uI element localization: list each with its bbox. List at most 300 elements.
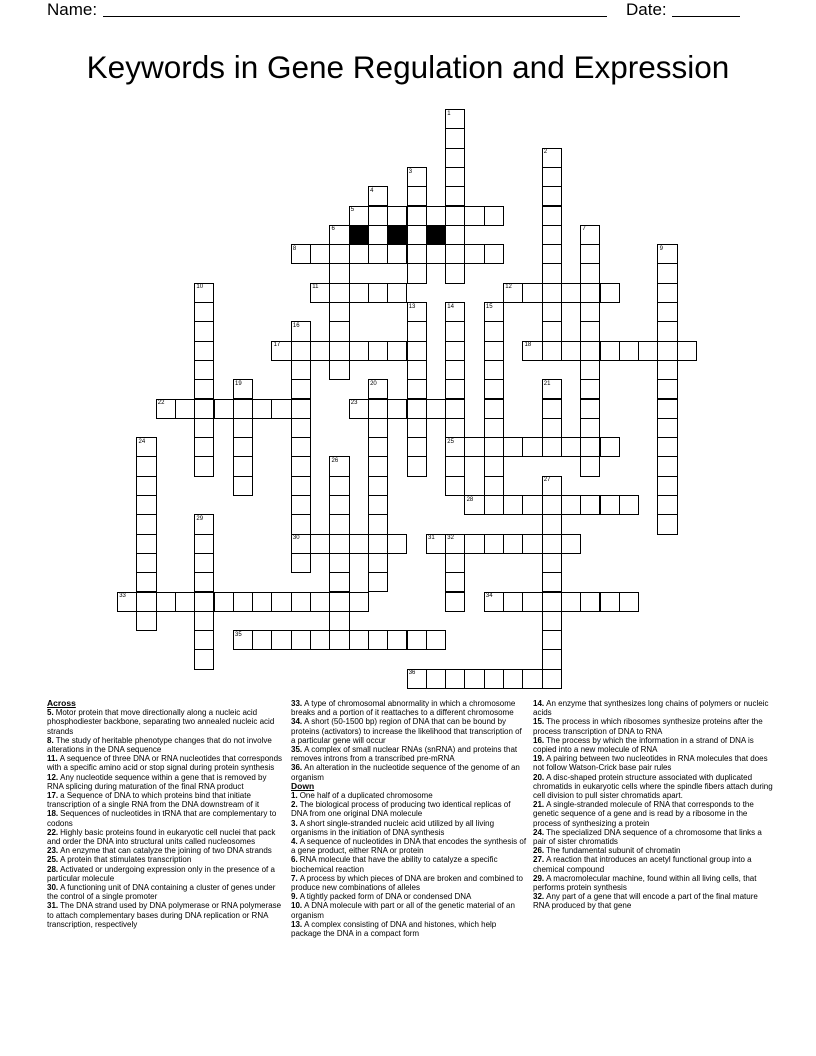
grid-cell xyxy=(194,553,214,573)
across-clue xyxy=(291,717,528,745)
across-clue xyxy=(47,708,284,736)
grid-cell xyxy=(368,572,388,592)
grid-cell xyxy=(445,476,465,496)
down-clue xyxy=(533,828,773,846)
across-clue xyxy=(47,809,284,827)
clue-number: 28 . xyxy=(47,865,58,874)
down-clue xyxy=(291,819,528,837)
cell-number: 25 xyxy=(447,438,454,445)
grid-cell xyxy=(271,399,291,419)
clue-column-3 xyxy=(533,699,773,911)
clue-text: Activated or undergoing expression only in the presence of a particular molecule xyxy=(47,864,275,883)
clue-text: A reaction that introduces an acetyl functional group into a chemical compound xyxy=(533,855,752,874)
grid-cell xyxy=(580,360,600,380)
grid-cell xyxy=(542,611,562,631)
clue-text: The process in which ribosomes synthesize proteins after the process transcription of DNA to RNA xyxy=(533,717,763,736)
cell-number: 23 xyxy=(350,400,358,407)
grid-cell xyxy=(580,263,600,283)
grid-cell xyxy=(638,341,658,361)
grid-cell xyxy=(542,341,562,361)
grid-cell xyxy=(291,379,311,399)
grid-cell xyxy=(484,437,504,457)
clue-text: The biological process of producing two identical replicas of DNA from one original DNA molecule xyxy=(291,800,511,819)
grid-cell xyxy=(580,456,600,476)
grid-cell xyxy=(445,592,465,612)
grid-cell xyxy=(329,495,349,515)
clue-number: 23 . xyxy=(47,846,58,855)
grid-cell xyxy=(484,379,504,399)
grid-cell xyxy=(310,341,330,361)
clue-number: 5 . xyxy=(47,708,54,717)
down-clue xyxy=(533,800,773,828)
clue-number: 25 . xyxy=(47,855,58,864)
clue-number: 12 . xyxy=(47,773,58,782)
clue-number: 27 . xyxy=(533,855,544,864)
clue-number: 4 . xyxy=(291,837,298,846)
grid-cell xyxy=(445,418,465,438)
clue-text: A process by which pieces of DNA are broken and combined to produce new combinations of alleles xyxy=(291,873,523,893)
grid-cell xyxy=(542,225,562,245)
across-heading: Across xyxy=(47,698,76,708)
grid-cell xyxy=(407,399,427,419)
grid-cell xyxy=(561,592,581,612)
grid-cell xyxy=(542,534,562,554)
grid-cell xyxy=(580,592,600,612)
grid-cell xyxy=(407,321,427,341)
grid-cell xyxy=(291,592,311,612)
across-clue xyxy=(47,791,284,809)
grid-cell xyxy=(445,572,465,592)
grid-cell xyxy=(194,649,214,669)
grid-cell xyxy=(484,534,504,554)
grid-cell xyxy=(445,167,465,187)
grid-cell xyxy=(542,572,562,592)
grid-cell xyxy=(542,630,562,650)
clue-text: A short single-stranded nucleic acid utilized by all living organisms in the initiation of DNA synthesis xyxy=(291,818,495,837)
down-clue xyxy=(533,699,773,717)
grid-cell xyxy=(349,244,369,264)
grid-cell xyxy=(156,592,176,612)
cell-number: 2 xyxy=(543,149,548,156)
grid-cell xyxy=(291,399,311,419)
grid-cell xyxy=(426,399,446,419)
clue-number: 16 . xyxy=(533,736,544,745)
grid-cell xyxy=(580,495,600,515)
grid-cell xyxy=(464,669,484,689)
grid-cell xyxy=(426,244,446,264)
grid-cell xyxy=(387,630,407,650)
grid-cell xyxy=(136,476,156,496)
clue-text: The process by which the information in a strand of DNA is copied into a new molecule of RNA xyxy=(533,735,754,755)
clue-text: One half of a duplicated chromosome xyxy=(299,791,433,801)
grid-cell xyxy=(329,263,349,283)
grid-cell xyxy=(387,283,407,303)
cell-number: 36 xyxy=(408,670,416,677)
grid-cell xyxy=(657,321,677,341)
clue-number: 33 . xyxy=(291,699,302,708)
clue-number: 9 . xyxy=(291,892,298,901)
across-clue xyxy=(291,763,528,781)
grid-cell xyxy=(349,534,369,554)
grid-cell xyxy=(464,437,484,457)
grid-cell xyxy=(657,379,677,399)
clue-number: 29 . xyxy=(533,874,544,883)
grid-cell xyxy=(445,148,465,168)
cell-number: 35 xyxy=(235,631,242,638)
clue-text: A complex of small nuclear RNAs (snRNA) and proteins that removes introns from a transcribed pre-mRNA xyxy=(291,745,518,764)
grid-cell xyxy=(368,476,388,496)
grid-cell xyxy=(329,321,349,341)
down-clue xyxy=(291,874,528,892)
clue-number: 19 . xyxy=(533,754,544,763)
grid-cell xyxy=(503,495,523,515)
clue-text: a Sequence of DNA to which proteins bind that initiate transcription of a single RNA from the DNA downstream of it xyxy=(47,791,260,810)
grid-cell xyxy=(657,437,677,457)
grid-cell xyxy=(445,128,465,148)
grid-cell xyxy=(580,321,600,341)
grid-cell xyxy=(407,244,427,264)
grid-cell xyxy=(542,167,562,187)
grid-cell xyxy=(368,206,388,226)
clue-text: The study of heritable phenotype changes that do not involve alterations in the DNA sequence xyxy=(47,735,272,755)
grid-cell xyxy=(291,514,311,534)
cell-number: 34 xyxy=(485,593,493,600)
grid-cell xyxy=(542,206,562,226)
grid-cell xyxy=(136,534,156,554)
grid-cell xyxy=(291,630,311,650)
down-clue xyxy=(291,892,528,901)
down-clue xyxy=(533,874,773,892)
grid-cell xyxy=(503,437,523,457)
across-clue xyxy=(47,883,284,901)
grid-cell xyxy=(522,592,542,612)
grid-cell xyxy=(542,244,562,264)
grid-cell xyxy=(484,399,504,419)
grid-cell xyxy=(368,553,388,573)
clue-text: The DNA strand used by DNA polymerase or RNA polymerase to attach complementary bases during DNA replication or RNA transcription, respectively xyxy=(47,901,282,929)
cell-number: 27 xyxy=(543,477,551,484)
grid-cell xyxy=(464,244,484,264)
grid-cell xyxy=(657,456,677,476)
across-clue xyxy=(47,736,284,754)
grid-cell xyxy=(542,669,562,689)
grid-cell xyxy=(542,321,562,341)
name-label: Name: xyxy=(47,0,98,19)
cell-number: 19 xyxy=(235,380,242,387)
cell-number: 30 xyxy=(292,535,300,542)
grid-cell xyxy=(329,630,349,650)
grid-cell xyxy=(387,534,407,554)
clue-number: 30 . xyxy=(47,883,58,892)
clue-number: 32 . xyxy=(533,892,544,901)
grid-cell xyxy=(368,341,388,361)
grid-cell xyxy=(561,495,581,515)
grid-cell xyxy=(580,399,600,419)
grid-cell xyxy=(484,669,504,689)
down-clue xyxy=(291,855,528,873)
clue-number: 7 . xyxy=(291,874,298,883)
cell-number: 12 xyxy=(505,284,512,291)
cell-number: 32 xyxy=(447,535,454,542)
grid-cell xyxy=(329,611,349,631)
clue-text: A sequence of nucleotides in DNA that encodes the synthesis of a gene product, either RNA or protein xyxy=(291,837,527,856)
grid-cell xyxy=(542,302,562,322)
grid-cell xyxy=(233,476,253,496)
clue-text: An enzyme that can catalyze the joining of two DNA strands xyxy=(60,846,272,856)
clue-text: A type of chromosomal abnormality in which a chromosome breaks and a portion of it reattaches to a different chromosome xyxy=(291,699,516,718)
grid-cell xyxy=(233,437,253,457)
grid-cell xyxy=(349,283,369,303)
clue-number: 13 . xyxy=(291,920,302,929)
grid-cell xyxy=(387,244,407,264)
clue-number: 21 . xyxy=(533,800,544,809)
across-clue xyxy=(47,828,284,846)
down-clue xyxy=(291,920,528,938)
grid-cell xyxy=(329,553,349,573)
cell-number: 33 xyxy=(119,593,126,600)
grid-cell xyxy=(329,534,349,554)
grid-cell xyxy=(136,611,156,631)
grid-cell xyxy=(291,360,311,380)
cell-number: 17 xyxy=(273,342,281,349)
cell-number: 29 xyxy=(196,515,204,522)
grid-cell xyxy=(194,321,214,341)
clue-number: 1 . xyxy=(291,791,298,800)
clue-number: 34 . xyxy=(291,717,302,726)
clue-number: 17 . xyxy=(47,791,58,800)
across-clue xyxy=(47,846,284,855)
clue-number: 35 . xyxy=(291,745,302,754)
grid-cell xyxy=(580,418,600,438)
grid-cell xyxy=(445,456,465,476)
grid-cell xyxy=(445,399,465,419)
grid-cell xyxy=(407,341,427,361)
grid-cell xyxy=(542,553,562,573)
grid-cell xyxy=(329,592,349,612)
grid-cell xyxy=(445,379,465,399)
grid-cell xyxy=(657,263,677,283)
grid-cell xyxy=(368,283,388,303)
clue-number: 2 . xyxy=(291,800,298,809)
down-clue xyxy=(533,846,773,855)
grid-cell xyxy=(522,669,542,689)
grid-cell xyxy=(580,379,600,399)
grid-cell xyxy=(445,263,465,283)
grid-cell xyxy=(368,399,388,419)
grid-cell xyxy=(484,341,504,361)
grid-cell xyxy=(136,456,156,476)
clue-text: Highly basic proteins found in eukaryotic cell nuclei that pack and order the DNA into structural units called nucleosomes xyxy=(47,827,276,847)
grid-cell xyxy=(561,341,581,361)
grid-cell xyxy=(657,476,677,496)
grid-cell xyxy=(194,611,214,631)
grid-cell xyxy=(484,456,504,476)
grid-cell xyxy=(657,341,677,361)
grid-cell xyxy=(522,534,542,554)
clue-number: 14 . xyxy=(533,699,544,708)
clue-text: An alteration in the nucleotide sequence of the genome of an organism xyxy=(291,763,520,782)
grid-cell xyxy=(600,495,620,515)
grid-cell xyxy=(522,437,542,457)
grid-cell xyxy=(407,456,427,476)
grid-cell xyxy=(368,244,388,264)
cell-number: 11 xyxy=(312,284,319,291)
grid-cell xyxy=(291,476,311,496)
grid-cell xyxy=(368,495,388,515)
clue-number: 10 . xyxy=(291,901,302,910)
grid-cell xyxy=(445,225,465,245)
clue-text: A sequence of three DNA or RNA nucleotides that corresponds with a specific amino acid or stop signal during protein synthesis xyxy=(47,754,283,773)
cell-number: 15 xyxy=(485,303,493,310)
grid-cell xyxy=(464,206,484,226)
grid-cell xyxy=(329,341,349,361)
grid-cell xyxy=(445,186,465,206)
grid-cell xyxy=(426,669,446,689)
grid-cell xyxy=(233,592,253,612)
cell-number: 18 xyxy=(524,342,532,349)
grid-cell xyxy=(484,206,504,226)
grid-cell xyxy=(542,437,562,457)
grid-cell xyxy=(445,669,465,689)
cell-number: 26 xyxy=(331,458,339,464)
grid-cell xyxy=(136,553,156,573)
grid-cell xyxy=(445,321,465,341)
cell-number: 14 xyxy=(447,303,454,310)
clue-number: 20 . xyxy=(533,773,544,782)
grid-cell xyxy=(542,418,562,438)
grid-cell xyxy=(291,418,311,438)
grid-cell xyxy=(503,669,523,689)
grid-cell xyxy=(484,244,504,264)
grid-cell xyxy=(503,534,523,554)
grid-cell xyxy=(542,495,562,515)
clue-number: 18 . xyxy=(47,809,58,818)
grid-cell xyxy=(194,572,214,592)
cell-number: 4 xyxy=(370,187,374,194)
grid-cell xyxy=(271,630,291,650)
cell-number: 8 xyxy=(292,245,297,252)
across-clue xyxy=(47,773,284,791)
grid-cell xyxy=(484,495,504,515)
grid-cell xyxy=(445,360,465,380)
clue-text: A tightly packed form of DNA or condensed DNA xyxy=(299,892,472,902)
black-cell xyxy=(426,225,446,245)
grid-cell xyxy=(194,341,214,361)
clue-number: 3 . xyxy=(291,819,298,828)
grid-cell xyxy=(233,418,253,438)
grid-cell xyxy=(387,206,407,226)
grid-cell xyxy=(522,495,542,515)
clue-text: A protein that stimulates transcription xyxy=(60,855,192,865)
grid-cell xyxy=(542,649,562,669)
clue-text: A DNA molecule with part or all of the genetic material of an organism xyxy=(291,901,515,920)
down-clue xyxy=(533,892,773,910)
date-label: Date: xyxy=(626,0,667,19)
grid-cell xyxy=(194,418,214,438)
grid-cell xyxy=(368,456,388,476)
clue-text: A complex consisting of DNA and histones, which help package the DNA in a compact form xyxy=(291,919,497,939)
clue-text: Any nucleotide sequence within a gene that is removed by RNA splicing during maturation of the final RNA product xyxy=(47,772,267,791)
clue-text: Any part of a gene that will encode a part of the final mature RNA produced by that gene xyxy=(533,892,758,911)
grid-cell xyxy=(329,283,349,303)
grid-cell xyxy=(136,592,156,612)
down-clue xyxy=(533,736,773,754)
grid-cell xyxy=(368,630,388,650)
grid-cell xyxy=(136,514,156,534)
cell-number: 7 xyxy=(582,226,586,233)
grid-cell xyxy=(561,534,581,554)
grid-cell xyxy=(522,283,542,303)
grid-cell xyxy=(561,437,581,457)
grid-cell xyxy=(445,341,465,361)
grid-cell xyxy=(252,399,272,419)
grid-cell xyxy=(445,206,465,226)
grid-cell xyxy=(426,206,446,226)
cell-number: 6 xyxy=(331,226,335,233)
clue-number: 8 . xyxy=(47,736,54,745)
grid-cell xyxy=(580,283,600,303)
cell-number: 31 xyxy=(428,535,435,542)
grid-cell xyxy=(329,572,349,592)
clue-number: 36 . xyxy=(291,763,302,772)
clue-column-2 xyxy=(291,699,528,938)
across-clue xyxy=(291,699,528,717)
across-clue xyxy=(47,855,284,864)
grid-cell xyxy=(580,341,600,361)
black-cell xyxy=(349,225,369,245)
grid-cell xyxy=(484,360,504,380)
grid-cell xyxy=(252,592,272,612)
grid-cell xyxy=(657,418,677,438)
grid-cell xyxy=(194,379,214,399)
grid-cell xyxy=(194,534,214,554)
grid-cell xyxy=(329,244,349,264)
grid-cell xyxy=(407,437,427,457)
grid-cell xyxy=(291,553,311,573)
cell-number: 9 xyxy=(659,245,663,252)
grid-cell xyxy=(368,225,388,245)
grid-cell xyxy=(291,495,311,515)
clue-text: A short (50-1500 bp) region of DNA that can be bound by proteins (activators) to increase the likelihood that transcription of a particular gene will occur xyxy=(291,717,522,745)
grid-cell xyxy=(445,244,465,264)
across-clue xyxy=(291,745,528,763)
grid-cell xyxy=(600,341,620,361)
clue-number: 6 . xyxy=(291,855,298,864)
page-title: Keywords in Gene Regulation and Expression xyxy=(86,49,730,85)
grid-cell xyxy=(387,341,407,361)
grid-cell xyxy=(407,263,427,283)
grid-cell xyxy=(542,399,562,419)
grid-cell xyxy=(175,399,195,419)
cell-number: 3 xyxy=(408,168,413,175)
grid-cell xyxy=(580,244,600,264)
grid-cell xyxy=(329,302,349,322)
clue-text: A functioning unit of DNA containing a cluster of genes under the control of a single promoter xyxy=(47,883,276,902)
grid-cell xyxy=(407,186,427,206)
cell-number: 16 xyxy=(292,322,300,329)
grid-cell xyxy=(368,418,388,438)
grid-cell xyxy=(136,572,156,592)
clue-text: A single-stranded molecule of RNA that corresponds to the genetic sequence of a gene and is read by a ribosome in the process of synthesizing a protein xyxy=(533,800,754,828)
grid-cell xyxy=(194,456,214,476)
grid-cell xyxy=(657,302,677,322)
grid-cell xyxy=(368,514,388,534)
grid-cell xyxy=(677,341,697,361)
grid-cell xyxy=(657,360,677,380)
grid-cell xyxy=(657,283,677,303)
grid-cell xyxy=(407,206,427,226)
grid-cell xyxy=(387,399,407,419)
